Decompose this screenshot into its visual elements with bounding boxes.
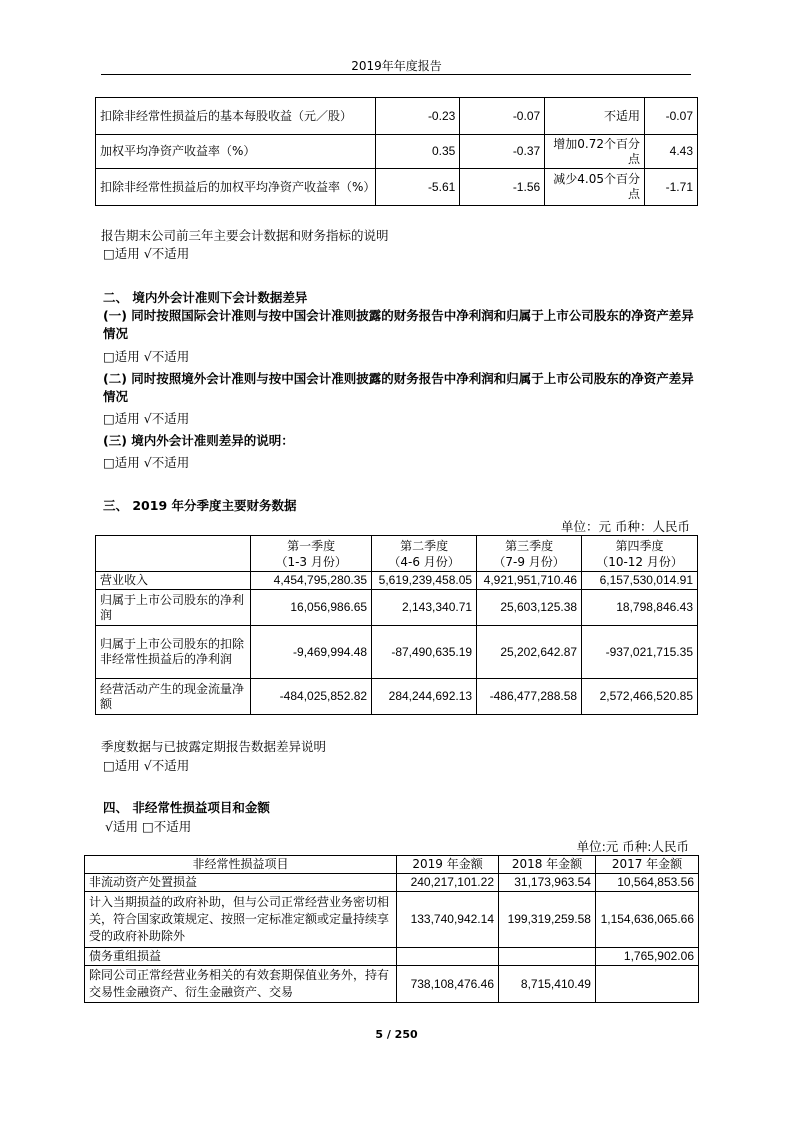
value-cell: 10,564,853.56 xyxy=(595,874,698,892)
value-cell: 284,244,692.13 xyxy=(372,679,477,715)
column-header: 2019 年金额 xyxy=(397,856,499,874)
value-cell: 240,217,101.22 xyxy=(397,874,499,892)
section-three-title: 三、 2019 年分季度主要财务数据 xyxy=(103,498,297,513)
value-cell: 8,715,410.49 xyxy=(499,966,596,1003)
row-label: 债务重组损益 xyxy=(85,948,397,966)
value-cell: 1,765,902.06 xyxy=(595,948,698,966)
table-row xyxy=(85,948,699,966)
table-row xyxy=(96,626,698,679)
value-cell: -0.23 xyxy=(376,98,460,135)
row-label: 归属于上市公司股东的净利润 xyxy=(96,590,251,626)
row-label: 除同公司正常经营业务相关的有效套期保值业务外，持有交易性金融资产、衍生金融资产、交易 xyxy=(85,966,397,1003)
section-two-sub1-options: □适用 √不适用 xyxy=(103,349,190,364)
top-indicator-table xyxy=(95,97,698,206)
table-row xyxy=(96,679,698,715)
value-cell xyxy=(499,948,596,966)
page-number: 5 / 250 xyxy=(375,1028,418,1041)
value-cell: -1.71 xyxy=(645,169,698,206)
value-cell: -1.56 xyxy=(460,169,545,206)
value-cell: -937,021,715.35 xyxy=(582,626,698,679)
non-recurring-table xyxy=(84,855,699,1003)
section-two-title: 二、 境内外会计准则下会计数据差异 xyxy=(103,290,308,305)
value-cell: 25,202,642.87 xyxy=(477,626,582,679)
value-cell: 4,454,795,280.35 xyxy=(251,572,372,590)
value-cell: 2,572,466,520.85 xyxy=(582,679,698,715)
value-cell: 5,619,239,458.05 xyxy=(372,572,477,590)
table-row xyxy=(85,966,699,1003)
quarterly-table xyxy=(95,535,698,715)
value-cell: -0.37 xyxy=(460,135,545,169)
value-cell: 4,921,951,710.46 xyxy=(477,572,582,590)
column-header: 2018 年金额 xyxy=(499,856,596,874)
table-row xyxy=(96,590,698,626)
change-cell: 增加0.72个百分点 xyxy=(545,135,645,169)
value-cell: -87,490,635.19 xyxy=(372,626,477,679)
table-header-row xyxy=(96,536,698,572)
section-four-unit: 单位:元 币种:人民币 xyxy=(576,839,689,854)
value-cell: 31,173,963.54 xyxy=(499,874,596,892)
quarterly-note-options: □适用 √不适用 xyxy=(103,758,190,773)
quarterly-note-title: 季度数据与已披露定期报告数据差异说明 xyxy=(101,739,327,754)
note-three-year-options: □适用 √不适用 xyxy=(103,246,190,261)
value-cell: 738,108,476.46 xyxy=(397,966,499,1003)
value-cell: 4.43 xyxy=(645,135,698,169)
value-cell: -484,025,852.82 xyxy=(251,679,372,715)
value-cell: 2,143,340.71 xyxy=(372,590,477,626)
value-cell: 6,157,530,014.91 xyxy=(582,572,698,590)
row-label: 加权平均净资产收益率（%） xyxy=(96,135,376,169)
section-three-unit: 单位：元 币种：人民币 xyxy=(561,519,690,534)
value-cell: 1,154,636,065.66 xyxy=(595,892,698,948)
column-header: 非经常性损益项目 xyxy=(85,856,397,874)
value-cell: -486,477,288.58 xyxy=(477,679,582,715)
table-header-row xyxy=(85,856,699,874)
column-header: 2017 年金额 xyxy=(595,856,698,874)
table-row xyxy=(85,892,699,948)
table-row xyxy=(96,135,698,169)
row-label: 扣除非经常性损益后的基本每股收益（元／股） xyxy=(96,98,376,135)
section-two-sub3-title: (三) 境内外会计准则差异的说明： xyxy=(103,433,294,448)
row-label: 营业收入 xyxy=(96,572,251,590)
column-header: 第二季度 （4-6 月份） xyxy=(372,536,477,572)
column-header: 第四季度 （10-12 月份） xyxy=(582,536,698,572)
row-label: 非流动资产处置损益 xyxy=(85,874,397,892)
value-cell xyxy=(397,948,499,966)
header-divider xyxy=(101,74,691,75)
value-cell: -9,469,994.48 xyxy=(251,626,372,679)
change-cell: 减少4.05个百分点 xyxy=(545,169,645,206)
value-cell: 18,798,846.43 xyxy=(582,590,698,626)
section-two-sub2-title: (二) 同时按照境外会计准则与按中国会计准则披露的财务报告中净利润和归属于上市公司股东的净资产差异情况 xyxy=(103,371,694,404)
table-row xyxy=(96,98,698,135)
value-cell: 199,319,259.58 xyxy=(499,892,596,948)
row-label: 扣除非经常性损益后的加权平均净资产收益率（%） xyxy=(96,169,376,206)
section-two-sub3-options: □适用 √不适用 xyxy=(103,455,190,470)
value-cell: 133,740,942.14 xyxy=(397,892,499,948)
row-label: 经营活动产生的现金流量净额 xyxy=(96,679,251,715)
header-empty-cell xyxy=(96,536,251,572)
section-two-sub2-options: □适用 √不适用 xyxy=(103,411,190,426)
table-row xyxy=(96,169,698,206)
section-four-title: 四、 非经常性损益项目和金额 xyxy=(103,800,270,815)
row-label: 归属于上市公司股东的扣除非经常性损益后的净利润 xyxy=(96,626,251,679)
row-label: 计入当期损益的政府补助，但与公司正常经营业务密切相关，符合国家政策规定、按照一定标准定额或定量持续享受的政府补助除外 xyxy=(85,892,397,948)
value-cell: -0.07 xyxy=(645,98,698,135)
column-header: 第三季度 （7-9 月份） xyxy=(477,536,582,572)
table-row xyxy=(96,572,698,590)
value-cell: 0.35 xyxy=(376,135,460,169)
value-cell: 16,056,986.65 xyxy=(251,590,372,626)
section-two-sub1-title: (一) 同时按照国际会计准则与按中国会计准则披露的财务报告中净利润和归属于上市公司股东的净资产差异情况 xyxy=(103,308,694,341)
table-row xyxy=(85,874,699,892)
value-cell xyxy=(595,966,698,1003)
report-header-title: 2019年年度报告 xyxy=(351,59,442,73)
value-cell: -0.07 xyxy=(460,98,545,135)
section-four-options: √适用 □不适用 xyxy=(105,819,192,834)
value-cell: -5.61 xyxy=(376,169,460,206)
value-cell: 25,603,125.38 xyxy=(477,590,582,626)
change-cell: 不适用 xyxy=(545,98,645,135)
column-header: 第一季度 （1-3 月份） xyxy=(251,536,372,572)
note-three-year-title: 报告期末公司前三年主要会计数据和财务指标的说明 xyxy=(101,228,389,243)
